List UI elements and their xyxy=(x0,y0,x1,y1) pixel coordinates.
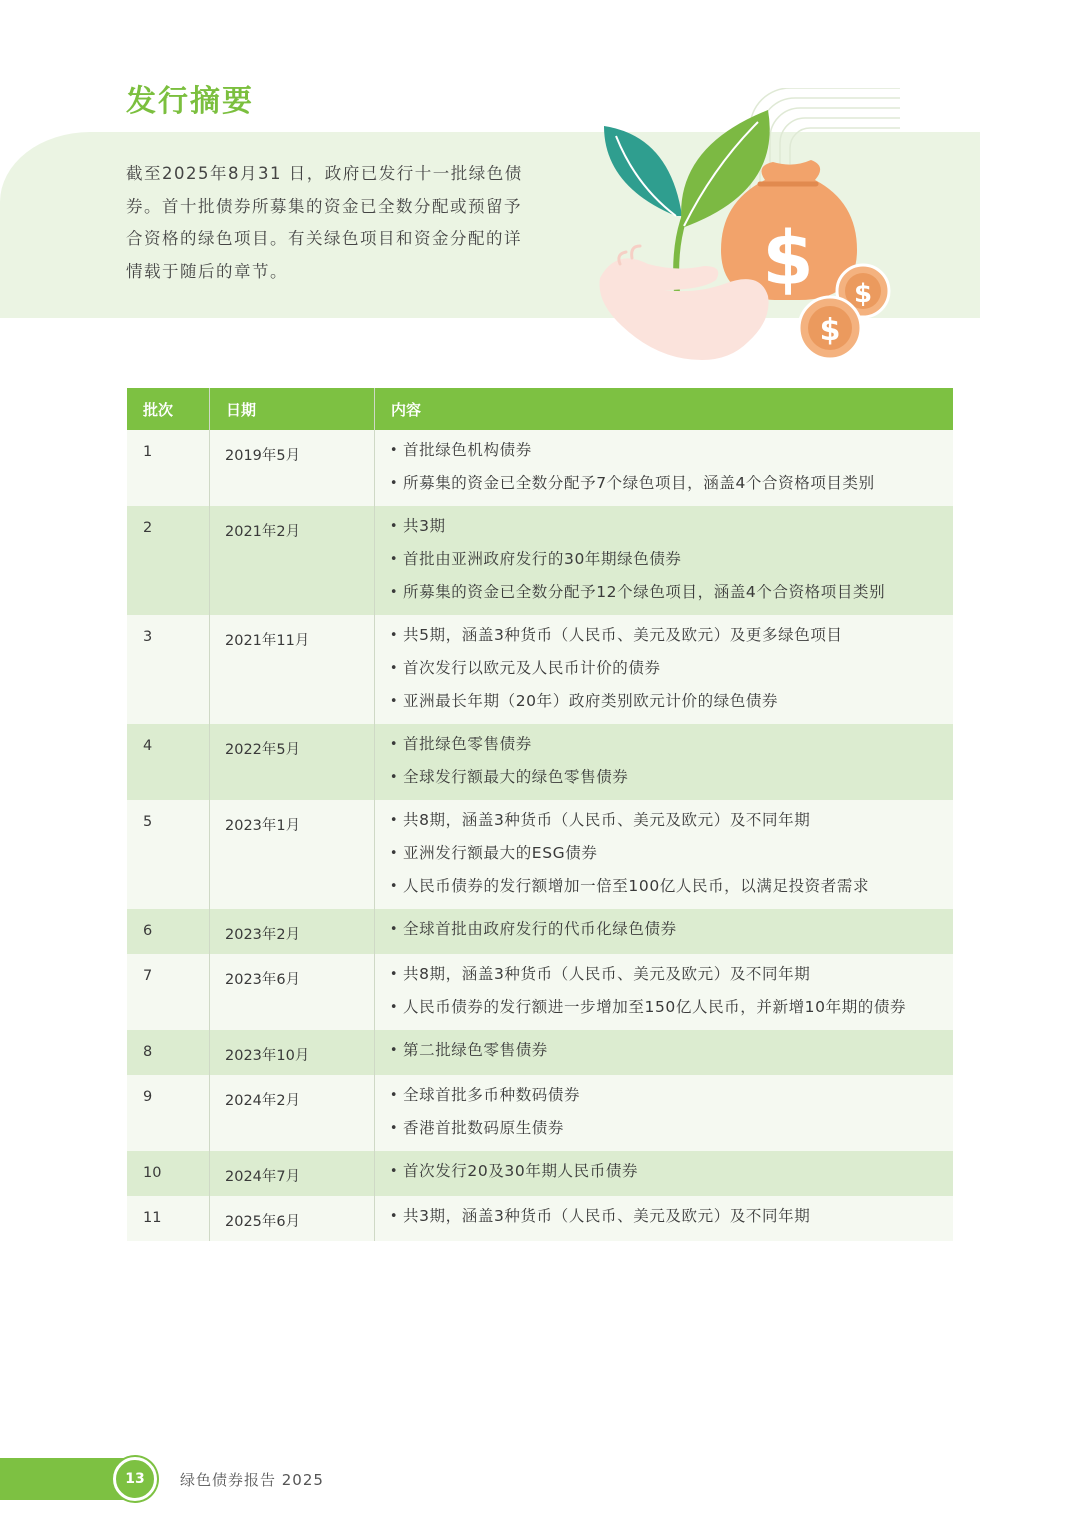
bullet-text: 全球首批多币种数码债券 xyxy=(403,1086,581,1104)
content-cell xyxy=(375,1196,953,1241)
bullet-text: 首次发行以欧元及人民币计价的债券 xyxy=(403,659,661,677)
content-cell xyxy=(375,430,953,506)
bullet-text: 所募集的资金已全数分配予12个绿色项目，涵盖4个合资格项目类别 xyxy=(403,583,886,601)
bullet-text: 亚洲最长年期（20年）政府类别欧元计价的绿色债券 xyxy=(403,692,779,710)
intro-paragraph: 截至2025年8月31 日，政府已发行十一批绿色债券。首十批债券所募集的资金已全数分配或预留予合资格的绿色项目。有关绿色项目和资金分配的详情载于随后的章节。 xyxy=(126,164,523,281)
content-bullet xyxy=(385,510,953,543)
table-row xyxy=(127,724,953,800)
bullet-dot-icon: • xyxy=(389,1000,399,1015)
bullet-text: 全球首批由政府发行的代币化绿色债券 xyxy=(403,920,677,938)
bullet-text: 人民币债券的发行额进一步增加至150亿人民币，并新增10年期的债券 xyxy=(403,998,907,1016)
table-row xyxy=(127,800,953,909)
content-bullet xyxy=(385,804,953,837)
bullet-text: 首批由亚洲政府发行的30年期绿色债券 xyxy=(403,550,682,568)
date-cell: 2024年7月 xyxy=(210,1151,375,1196)
batch-cell: 7 xyxy=(127,954,210,1030)
bullet-dot-icon: • xyxy=(389,628,399,643)
bullet-dot-icon: • xyxy=(389,922,399,937)
date-cell: 2019年5月 xyxy=(210,430,375,506)
page-number: 13 xyxy=(113,1457,157,1501)
batch-cell: 3 xyxy=(127,615,210,724)
date-cell: 2022年5月 xyxy=(210,724,375,800)
content-bullet xyxy=(385,1079,953,1112)
content-cell xyxy=(375,506,953,615)
content-bullet xyxy=(385,652,953,685)
date-cell: 2023年6月 xyxy=(210,954,375,1030)
bullet-dot-icon: • xyxy=(389,1043,399,1058)
content-cell xyxy=(375,615,953,724)
header-content: 内容 xyxy=(391,400,422,419)
bullet-dot-icon: • xyxy=(389,846,399,861)
bullet-dot-icon: • xyxy=(389,737,399,752)
table-row xyxy=(127,615,953,724)
bullet-dot-icon: • xyxy=(389,1164,399,1179)
bullet-dot-icon: • xyxy=(389,661,399,676)
table-header xyxy=(127,388,953,430)
content-bullet xyxy=(385,870,953,903)
batch-cell: 2 xyxy=(127,506,210,615)
bullet-text: 全球发行额最大的绿色零售债券 xyxy=(403,768,629,786)
bullet-text: 首批绿色零售债券 xyxy=(403,735,532,753)
content-bullet xyxy=(385,434,953,467)
svg-text:$: $ xyxy=(819,313,841,348)
content-bullet xyxy=(385,576,953,609)
table-body xyxy=(127,430,953,1241)
bullet-text: 共8期，涵盖3种货币（人民币、美元及欧元）及不同年期 xyxy=(403,811,811,829)
table-row xyxy=(127,1151,953,1196)
content-cell xyxy=(375,724,953,800)
date-cell: 2023年2月 xyxy=(210,909,375,954)
bullet-text: 亚洲发行额最大的ESG债券 xyxy=(403,844,598,862)
content-bullet xyxy=(385,467,953,500)
content-bullet xyxy=(385,685,953,718)
date-cell: 2023年10月 xyxy=(210,1030,375,1075)
svg-text:$: $ xyxy=(762,216,814,302)
content-bullet xyxy=(385,913,953,946)
content-bullet xyxy=(385,1112,953,1145)
table-row xyxy=(127,506,953,615)
bullet-text: 首批绿色机构债券 xyxy=(403,441,532,459)
bullet-dot-icon: • xyxy=(389,770,399,785)
content-bullet xyxy=(385,543,953,576)
content-bullet xyxy=(385,1034,953,1067)
page-title: 发行摘要 xyxy=(126,84,254,119)
content-cell xyxy=(375,1151,953,1196)
bullet-text: 共5期，涵盖3种货币（人民币、美元及欧元）及更多绿色项目 xyxy=(403,626,843,644)
content-bullet xyxy=(385,837,953,870)
date-cell: 2021年11月 xyxy=(210,615,375,724)
bullet-text: 共3期 xyxy=(403,517,446,535)
content-bullet xyxy=(385,991,953,1024)
bullet-dot-icon: • xyxy=(389,585,399,600)
bullet-text: 所募集的资金已全数分配予7个绿色项目，涵盖4个合资格项目类别 xyxy=(403,474,875,492)
content-bullet xyxy=(385,728,953,761)
bullet-dot-icon: • xyxy=(389,443,399,458)
bullet-text: 首次发行20及30年期人民币债券 xyxy=(403,1162,639,1180)
footer-title: 绿色债券报告 2025 xyxy=(180,1471,324,1489)
date-cell: 2023年1月 xyxy=(210,800,375,909)
bullet-dot-icon: • xyxy=(389,967,399,982)
date-cell: 2025年6月 xyxy=(210,1196,375,1241)
hand-plant-money-bag-icon xyxy=(580,88,910,368)
table-row xyxy=(127,954,953,1030)
bullet-dot-icon: • xyxy=(389,1088,399,1103)
bullet-dot-icon: • xyxy=(389,813,399,828)
content-bullet xyxy=(385,1200,953,1233)
bullet-dot-icon: • xyxy=(389,1209,399,1224)
content-cell xyxy=(375,1030,953,1075)
svg-text:$: $ xyxy=(853,279,873,309)
content-bullet xyxy=(385,761,953,794)
table-row xyxy=(127,1196,953,1241)
batch-cell: 5 xyxy=(127,800,210,909)
bond-issuance-table xyxy=(127,388,953,1241)
bullet-text: 人民币债券的发行额增加一倍至100亿人民币，以满足投资者需求 xyxy=(403,877,870,895)
table-row xyxy=(127,430,953,506)
batch-cell: 6 xyxy=(127,909,210,954)
bullet-dot-icon: • xyxy=(389,879,399,894)
batch-cell: 8 xyxy=(127,1030,210,1075)
date-cell: 2024年2月 xyxy=(210,1075,375,1151)
content-cell xyxy=(375,909,953,954)
content-bullet xyxy=(385,619,953,652)
bullet-dot-icon: • xyxy=(389,1121,399,1136)
bullet-text: 共3期，涵盖3种货币（人民币、美元及欧元）及不同年期 xyxy=(403,1207,811,1225)
batch-cell: 9 xyxy=(127,1075,210,1151)
bullet-dot-icon: • xyxy=(389,476,399,491)
table-row xyxy=(127,909,953,954)
table-row xyxy=(127,1030,953,1075)
batch-cell: 11 xyxy=(127,1196,210,1241)
bullet-text: 香港首批数码原生债券 xyxy=(403,1119,565,1137)
bullet-dot-icon: • xyxy=(389,519,399,534)
content-bullet xyxy=(385,958,953,991)
header-date: 日期 xyxy=(210,388,375,430)
bullet-dot-icon: • xyxy=(389,694,399,709)
batch-cell: 1 xyxy=(127,430,210,506)
batch-cell: 10 xyxy=(127,1151,210,1196)
batch-cell: 4 xyxy=(127,724,210,800)
date-cell: 2021年2月 xyxy=(210,506,375,615)
table-row xyxy=(127,1075,953,1151)
bullet-dot-icon: • xyxy=(389,552,399,567)
content-cell xyxy=(375,954,953,1030)
content-bullet xyxy=(385,1155,953,1188)
content-cell xyxy=(375,1075,953,1151)
bullet-text: 共8期，涵盖3种货币（人民币、美元及欧元）及不同年期 xyxy=(403,965,811,983)
content-cell xyxy=(375,800,953,909)
bullet-text: 第二批绿色零售债券 xyxy=(403,1041,548,1059)
header-batch: 批次 xyxy=(127,388,210,430)
